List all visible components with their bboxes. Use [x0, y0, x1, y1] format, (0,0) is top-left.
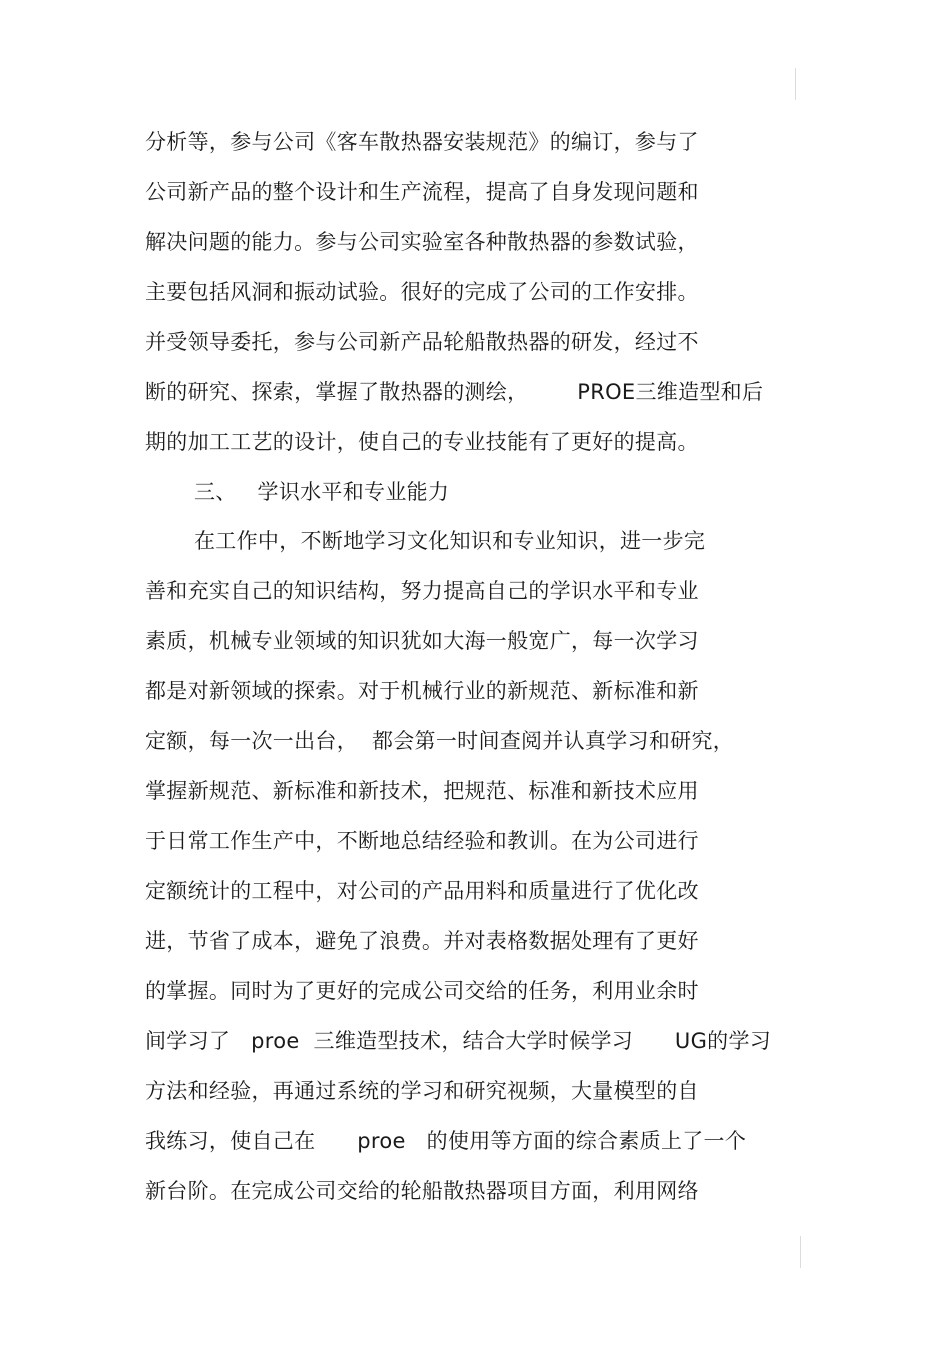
text-line: 都是对新领域的探索。对于机械行业的新规范、新标准和新	[145, 679, 699, 703]
page-edge-mark-top	[795, 68, 796, 100]
text-line: 间学习了 proe 三维造型技术，结合大学时候学习 UG的学习	[145, 1029, 772, 1053]
text-line: 善和充实自己的知识结构，努力提高自己的学识水平和专业	[145, 579, 699, 603]
page-edge-mark-bottom	[800, 1236, 801, 1268]
text-line: 素质，机械专业领域的知识犹如大海一般宽广，每一次学习	[145, 629, 699, 653]
text-line: 解决问题的能力。参与公司实验室各种散热器的参数试验，	[145, 230, 699, 254]
text-line: 掌握新规范、新标准和新技术，把规范、标准和新技术应用	[145, 779, 699, 803]
text-line: 分析等，参与公司《客车散热器安装规范》的编订，参与了	[145, 130, 699, 154]
text-line: 方法和经验，再通过系统的学习和研究视频，大量模型的自	[145, 1079, 699, 1103]
text-line: 定额统计的工程中，对公司的产品用料和质量进行了优化改	[145, 879, 699, 903]
text-line: 断的研究、探索，掌握了散热器的测绘， PROE三维造型和后	[145, 380, 764, 404]
text-line: 并受领导委托，参与公司新产品轮船散热器的研发，经过不	[145, 330, 699, 354]
text-line: 定额，每一次一出台， 都会第一时间查阅并认真学习和研究，	[145, 729, 735, 753]
text-line: 新台阶。在完成公司交给的轮船散热器项目方面，利用网络	[145, 1179, 699, 1203]
section-heading: 三、 学识水平和专业能力	[194, 480, 450, 504]
text-line: 进，节省了成本，避免了浪费。并对表格数据处理有了更好	[145, 929, 699, 953]
text-line: 主要包括风洞和振动试验。很好的完成了公司的工作安排。	[145, 280, 699, 304]
text-line: 公司新产品的整个设计和生产流程，提高了自身发现问题和	[145, 180, 699, 204]
text-line: 期的加工工艺的设计，使自己的专业技能有了更好的提高。	[145, 430, 699, 454]
text-line: 于日常工作生产中，不断地总结经验和教训。在为公司进行	[145, 829, 699, 853]
text-line: 我练习，使自己在 proe 的使用等方面的综合素质上了一个	[145, 1129, 747, 1153]
paragraph-first-line: 在工作中，不断地学习文化知识和专业知识，进一步完	[194, 529, 706, 553]
text-line: 的掌握。同时为了更好的完成公司交给的任务，利用业余时	[145, 979, 699, 1003]
